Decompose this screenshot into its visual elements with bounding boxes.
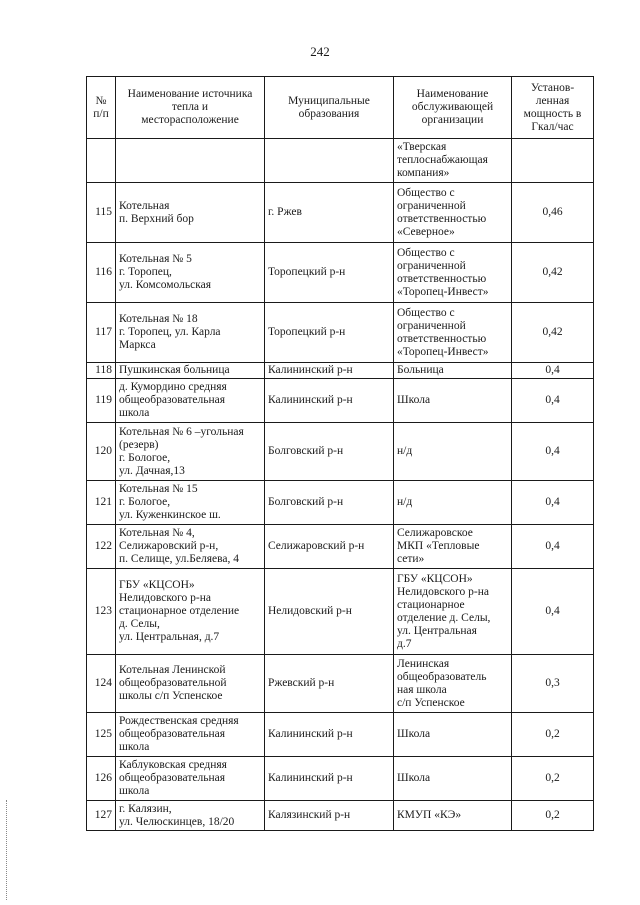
row-source: Котельная № 6 –угольная (резерв) г. Бологое, ул. Дачная,13: [116, 423, 265, 481]
row-capacity: 0,46: [512, 183, 594, 243]
row-capacity: 0,2: [512, 713, 594, 757]
row-capacity: 0,2: [512, 801, 594, 831]
table-row: [87, 243, 594, 303]
row-source: Рождественская средняя общеобразовательная школа: [116, 713, 265, 757]
heat-sources-table: [86, 76, 594, 831]
row-source: Пушкинская больница: [116, 363, 265, 379]
row-municipality: Нелидовский р-н: [265, 569, 394, 655]
row-num: 120: [87, 423, 116, 481]
row-num: 127: [87, 801, 116, 831]
row-organization: н/д: [394, 423, 512, 481]
header-capacity: Установ- ленная мощность в Гкал/час: [512, 77, 594, 139]
row-capacity: 0,4: [512, 423, 594, 481]
row-num: 115: [87, 183, 116, 243]
row-organization: Общество с ограниченной ответственностью «Торопец-Инвест»: [394, 303, 512, 363]
row-num: 122: [87, 525, 116, 569]
page-number: 242: [310, 44, 330, 59]
row-municipality: Калязинский р-н: [265, 801, 394, 831]
table-row: [87, 183, 594, 243]
row-organization: Школа: [394, 713, 512, 757]
row-source: Котельная № 15 г. Бологое, ул. Куженкинское ш.: [116, 481, 265, 525]
row-source: Котельная № 18 г. Торопец, ул. Карла Маркса: [116, 303, 265, 363]
row-municipality: Калининский р-н: [265, 363, 394, 379]
table-row: [87, 481, 594, 525]
row-municipality: Болговский р-н: [265, 423, 394, 481]
table-row: [87, 379, 594, 423]
row-organization: Школа: [394, 757, 512, 801]
row-capacity: 0,4: [512, 481, 594, 525]
scan-margin-marks: [6, 800, 9, 900]
row-capacity: 0,2: [512, 757, 594, 801]
row-capacity: 0,4: [512, 569, 594, 655]
row-capacity: 0,4: [512, 525, 594, 569]
table-row: [87, 525, 594, 569]
header-organization: Наименование обслуживающей организации: [394, 77, 512, 139]
row-source: г. Калязин, ул. Челюскинцев, 18/20: [116, 801, 265, 831]
row-organization: Больница: [394, 363, 512, 379]
row-organization: н/д: [394, 481, 512, 525]
row-organization: ГБУ «КЦСОН» Нелидовского р-на стационарное отделение д. Селы, ул. Центральная д.7: [394, 569, 512, 655]
row-organization: «Тверская теплоснабжающая компания»: [394, 139, 512, 183]
row-municipality: Торопецкий р-н: [265, 243, 394, 303]
row-num: 119: [87, 379, 116, 423]
row-num: 118: [87, 363, 116, 379]
row-source: Котельная Ленинской общеобразовательной школы с/п Успенское: [116, 655, 265, 713]
row-municipality: Болговский р-н: [265, 481, 394, 525]
row-source: д. Кумордино средняя общеобразовательная школа: [116, 379, 265, 423]
row-municipality: Калининский р-н: [265, 379, 394, 423]
row-municipality: Калининский р-н: [265, 713, 394, 757]
row-organization: Школа: [394, 379, 512, 423]
header-municipality: Муниципальные образования: [265, 77, 394, 139]
row-num: 123: [87, 569, 116, 655]
row-capacity: 0,4: [512, 363, 594, 379]
row-capacity: 0,3: [512, 655, 594, 713]
header-num: № п/п: [87, 77, 116, 139]
row-capacity: 0,4: [512, 379, 594, 423]
row-capacity: 0,42: [512, 243, 594, 303]
row-source: Котельная № 5 г. Торопец, ул. Комсомольская: [116, 243, 265, 303]
row-municipality: г. Ржев: [265, 183, 394, 243]
table-header-row: [87, 77, 594, 139]
row-source: Каблуковская средняя общеобразовательная школа: [116, 757, 265, 801]
row-capacity: 0,42: [512, 303, 594, 363]
row-municipality: Торопецкий р-н: [265, 303, 394, 363]
row-source: [116, 139, 265, 183]
row-source: Котельная п. Верхний бор: [116, 183, 265, 243]
table-row: [87, 569, 594, 655]
table-row: [87, 655, 594, 713]
row-organization: Ленинская общеобразователь ная школа с/п Успенское: [394, 655, 512, 713]
row-num: [87, 139, 116, 183]
row-num: 125: [87, 713, 116, 757]
row-num: 116: [87, 243, 116, 303]
row-capacity: [512, 139, 594, 183]
table-row: [87, 303, 594, 363]
row-municipality: [265, 139, 394, 183]
row-municipality: Селижаровский р-н: [265, 525, 394, 569]
row-municipality: Калининский р-н: [265, 757, 394, 801]
row-num: 121: [87, 481, 116, 525]
table-row: [87, 363, 594, 379]
row-source: ГБУ «КЦСОН» Нелидовского р-на стационарное отделение д. Селы, ул. Центральная, д.7: [116, 569, 265, 655]
row-num: 124: [87, 655, 116, 713]
row-num: 117: [87, 303, 116, 363]
table-row: [87, 801, 594, 831]
table-row: [87, 713, 594, 757]
row-organization: КМУП «КЭ»: [394, 801, 512, 831]
table-row: [87, 139, 594, 183]
table-row: [87, 423, 594, 481]
header-source: Наименование источника тепла и месторасположение: [116, 77, 265, 139]
row-municipality: Ржевский р-н: [265, 655, 394, 713]
row-organization: Селижаровское МКП «Тепловые сети»: [394, 525, 512, 569]
row-source: Котельная № 4, Селижаровский р-н, п. Селище, ул.Беляева, 4: [116, 525, 265, 569]
row-organization: Общество с ограниченной ответственностью «Северное»: [394, 183, 512, 243]
table-row: [87, 757, 594, 801]
row-num: 126: [87, 757, 116, 801]
row-organization: Общество с ограниченной ответственностью «Торопец-Инвест»: [394, 243, 512, 303]
